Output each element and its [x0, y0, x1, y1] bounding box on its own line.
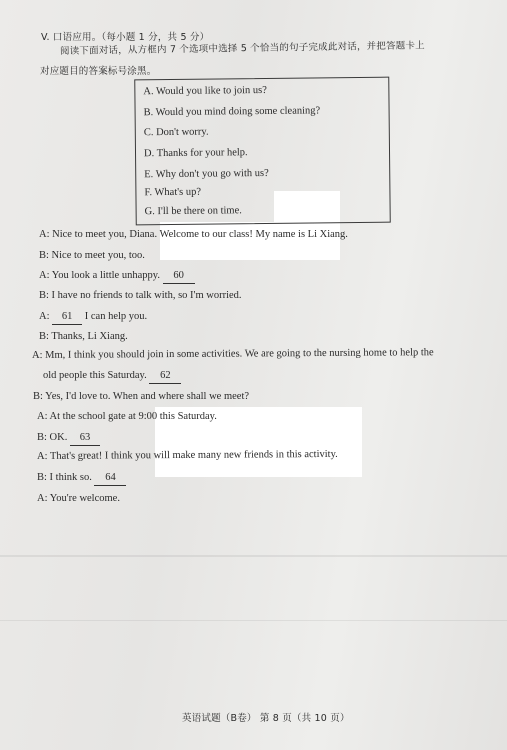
answer-blank-64[interactable]: 64 — [94, 472, 126, 486]
options-box — [134, 77, 391, 226]
dialogue-line: A: 61 I can help you. — [39, 311, 147, 325]
dialogue-line: A: You're welcome. — [37, 493, 120, 504]
option-c: C. Don't worry. — [143, 126, 209, 139]
answer-blank-60[interactable]: 60 — [163, 270, 195, 284]
answer-blank-61[interactable]: 61 — [52, 311, 82, 325]
answer-blank-62[interactable]: 62 — [149, 370, 181, 384]
dialogue-line: old people this Saturday. 62 — [43, 370, 181, 384]
dialogue-line: B: I think so. 64 — [37, 472, 126, 486]
option-d: D. Thanks for your help. — [143, 147, 248, 160]
option-b: B. Would you mind doing some cleaning? — [143, 105, 321, 119]
instruction-line-2: 对应题目的答案标号涂黑。 — [40, 66, 157, 77]
option-g: G. I'll be there on time. — [144, 205, 242, 218]
paper-fold — [0, 555, 507, 557]
option-e: E. Why don't you go with us? — [144, 167, 269, 181]
dialogue-line: B: Nice to meet you, too. — [39, 250, 145, 261]
dialogue-line: A: Nice to meet you, Diana. Welcome to our class! My name is Li Xiang. — [39, 229, 348, 240]
instruction-line-1: 阅读下面对话，从方框内 7 个选项中选择 5 个恰当的句子完成此对话，并把答题卡上 — [59, 40, 425, 57]
dialogue-line: A: You look a little unhappy. 60 — [39, 270, 195, 284]
section-heading: V. 口语应用。（每小题 1 分，共 5 分） — [41, 32, 210, 43]
dialogue-line: A: Mm, I think you should join in some activities. We are going to the nursing home to help the — [31, 347, 434, 361]
option-a: A. Would you like to join us? — [143, 84, 267, 98]
page-footer: 英语试题（B卷） 第 8 页（共 10 页） — [182, 713, 350, 724]
dialogue-line: B: Yes, I'd love to. When and where shall we meet? — [33, 391, 250, 402]
dialogue-line: A: At the school gate at 9:00 this Saturday. — [37, 411, 217, 422]
dialogue-line: B: OK. 63 — [37, 432, 100, 446]
dialogue-line: A: That's great! I think you will make many new friends in this activity. — [36, 448, 338, 462]
dialogue-line: B: I have no friends to talk with, so I'm worried. — [39, 290, 242, 301]
paper-fold — [0, 620, 507, 621]
answer-blank-63[interactable]: 63 — [70, 432, 100, 446]
dialogue-line: B: Thanks, Li Xiang. — [39, 331, 128, 342]
option-f: F. What's up? — [144, 186, 202, 199]
